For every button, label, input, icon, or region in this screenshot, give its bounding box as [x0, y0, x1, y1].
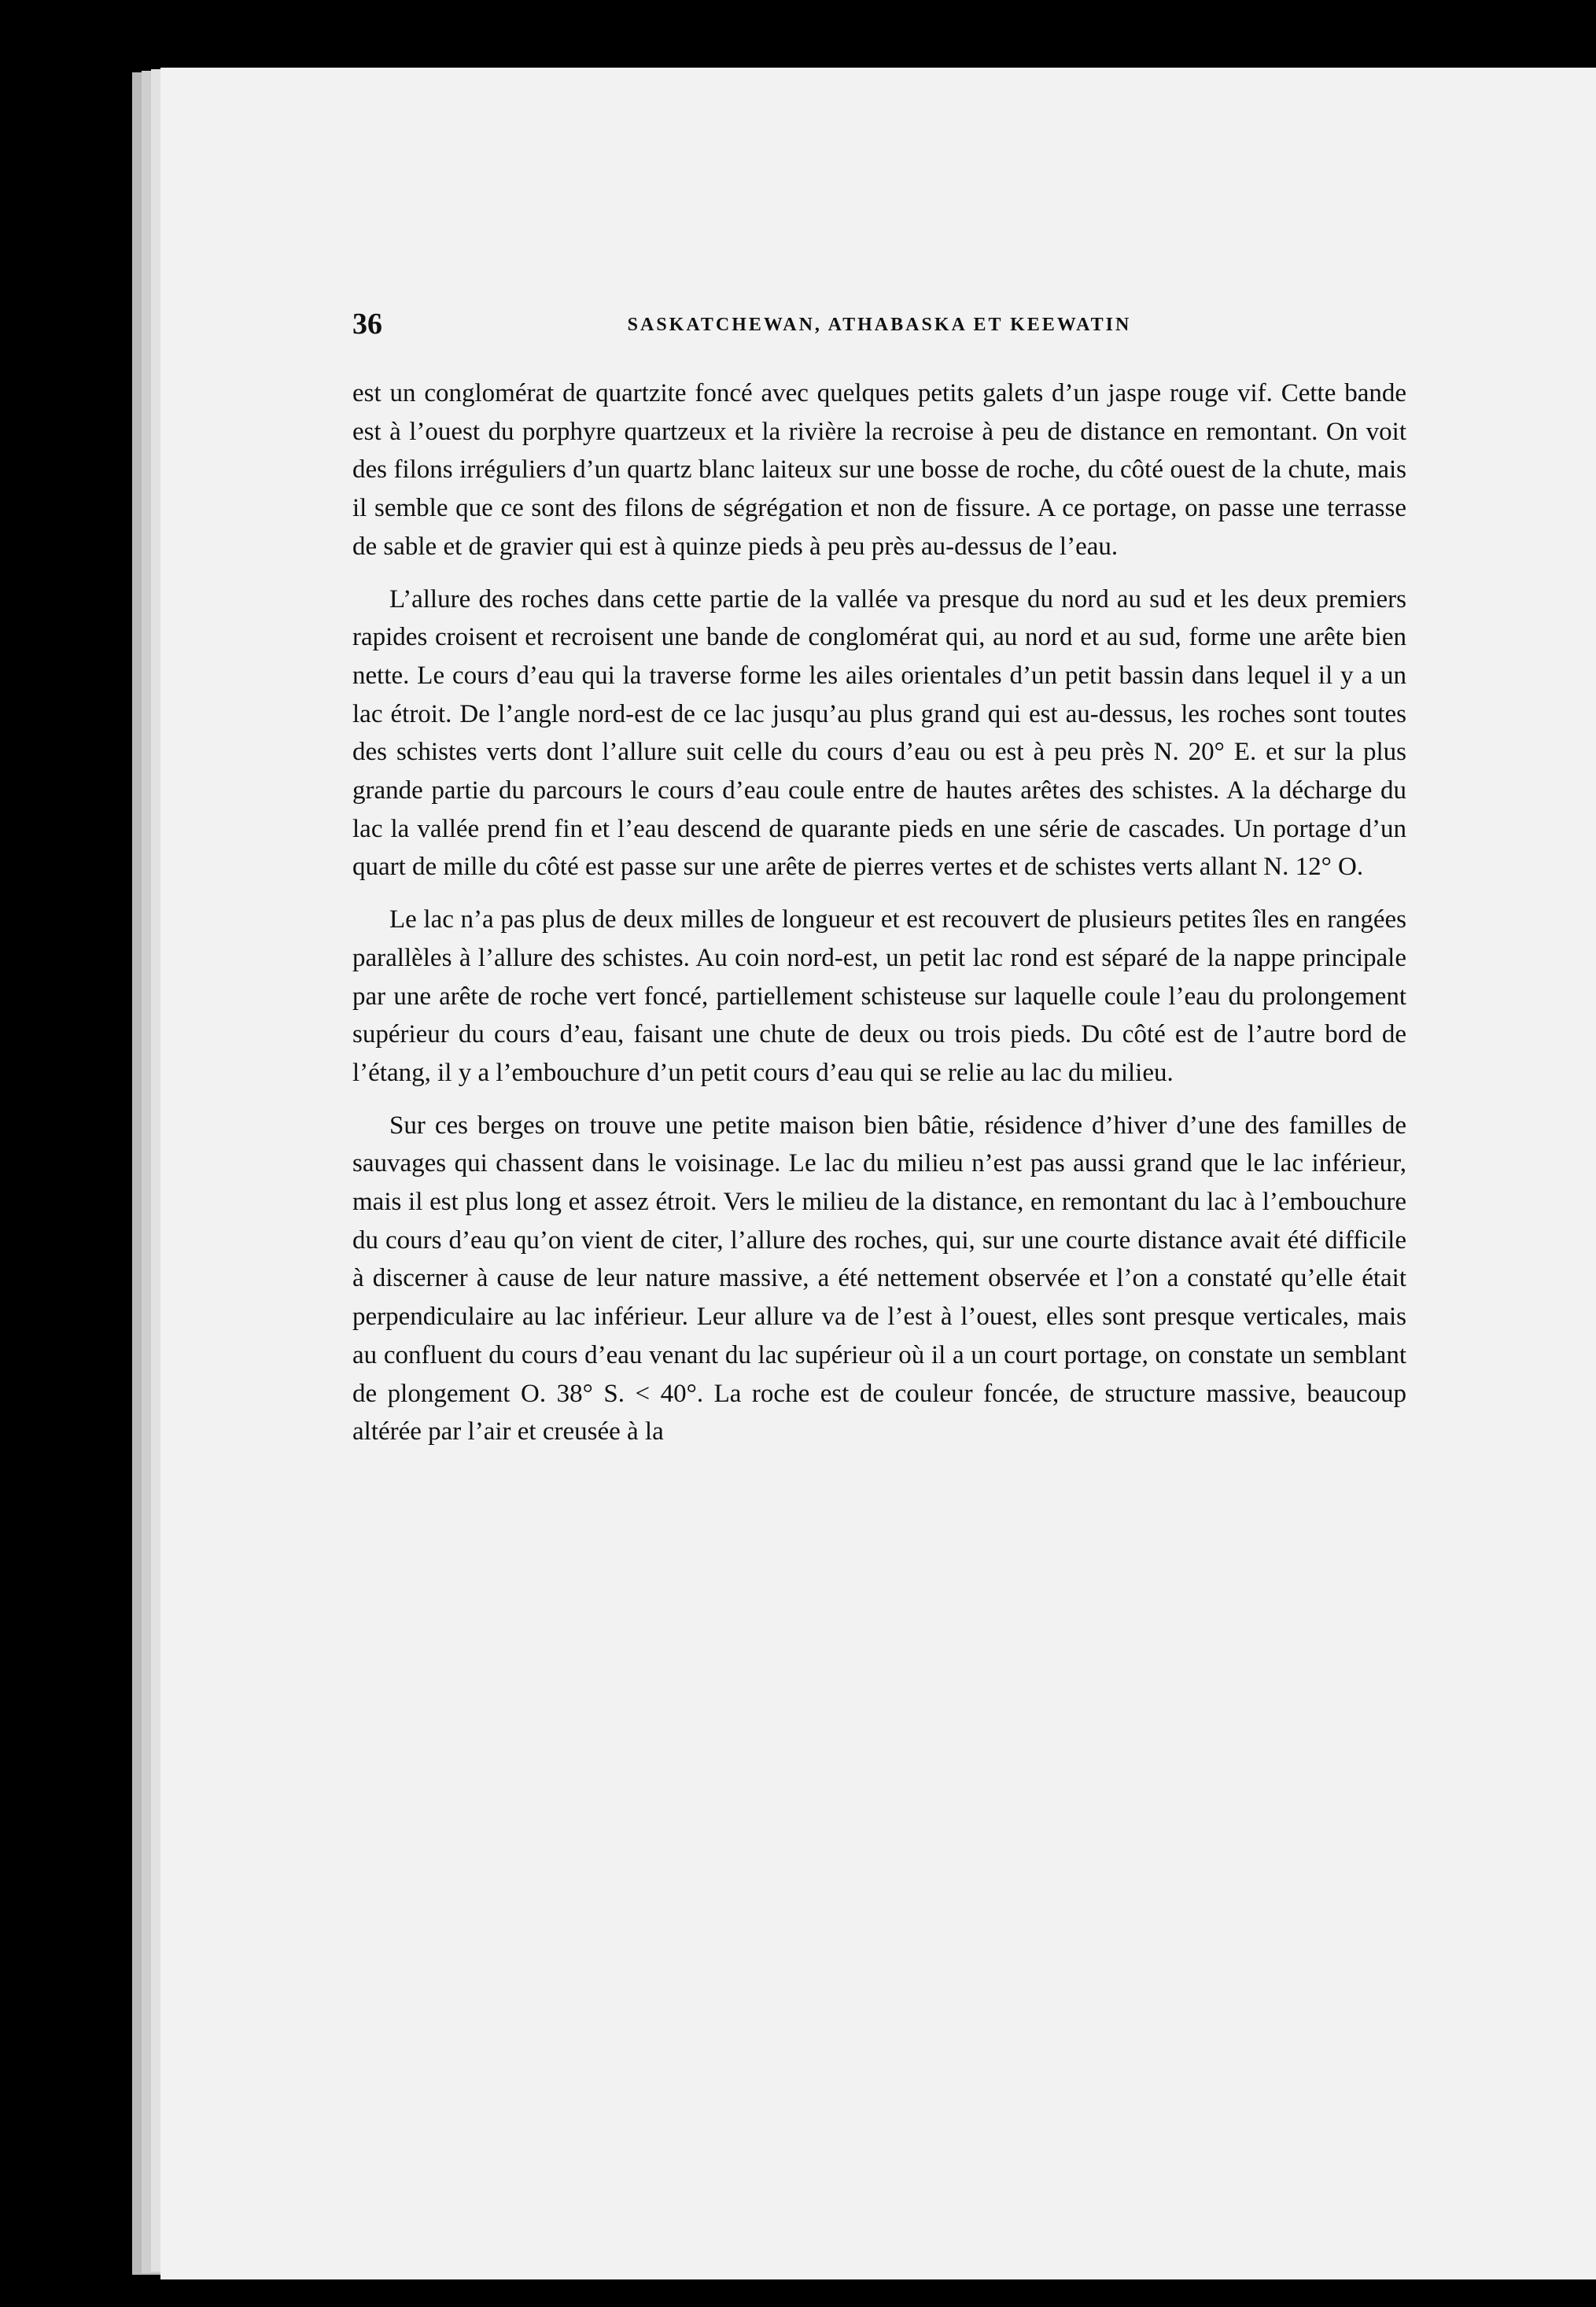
- running-title: SASKATCHEWAN, ATHABASKA ET KEEWATIN: [627, 315, 1132, 335]
- page-content: [352, 307, 1406, 1465]
- paragraph-3: Le lac n’a pas plus de deux milles de longueur et est recouvert de plusieurs petites îles en rangées parallèles à l’allure des schistes. Au coin nord-est, un petit lac rond est séparé de la nappe principale par une arête de roche vert foncé, partiellement schisteuse sur laquelle coule l’eau du prolongement supérieur du cours d’eau, faisant une chute de deux ou trois pieds. Du côté est de l’autre bord de l’étang, il y a l’embouchure d’un petit cours d’eau qui se relie au lac du milieu.: [352, 905, 1406, 1087]
- paragraph-2: L’allure des roches dans cette partie de la vallée va presque du nord au sud et les deux premiers rapides croisent et recroisent une bande de conglomérat qui, au nord et au sud, forme une arête bien nette. Le cours d’eau qui la traverse forme les ailes orientales d’un petit bassin dans lequel il y a un lac étroit. De l’angle nord-est de ce lac jusqu’au plus grand qui est au-dessus, les roches sont toutes des schistes verts dont l’allure suit celle du cours d’eau ou est à peu près N. 20° E. et sur la plus grande partie du parcours le cours d’eau coule entre de hautes arêtes des schistes. A la décharge du lac la vallée prend fin et l’eau descend de quarante pieds en une série de cascades. Un portage d’un quart de mille du côté est passe sur une arête de pierres vertes et de schistes verts allant N. 12° O.: [352, 584, 1406, 882]
- paragraph-4: Sur ces berges on trouve une petite maison bien bâtie, résidence d’hiver d’une des familles de sauvages qui chassent dans le voisinage. Le lac du milieu n’est pas aussi grand que le lac inférieur, mais il est plus long et assez étroit. Vers le milieu de la distance, en remontant du lac à l’embouchure du cours d’eau qu’on vient de citer, l’allure des roches, qui, sur une courte distance avait été difficile à discerner à cause de leur nature massive, a été nettement observée et l’on a constaté qu’elle était perpendiculaire au lac inférieur. Leur allure va de l’est à l’ouest, elles sont presque verticales, mais au confluent du cours d’eau venant du lac supérieur où il a un court portage, on constate un semblant de plongement O. 38° S. < 40°. La roche est de couleur foncée, de structure massive, beaucoup altérée par l’air et creusée à la: [352, 1111, 1406, 1446]
- running-head: [352, 307, 1406, 354]
- paragraph-1: est un conglomérat de quartzite foncé avec quelques petits galets d’un jaspe rouge vif. Cette bande est à l’ouest du porphyre quartzeux et la rivière la recroise à peu de distance en remontant. On voit des filons irréguliers d’un quartz blanc laiteux sur une bosse de roche, du côté ouest de la chute, mais il semble que ce sont des filons de ségrégation et non de fissure. A ce portage, on passe une terrasse de sable et de gravier qui est à quinze pieds à peu près au-dessus de l’eau.: [352, 379, 1406, 561]
- page-number: 36: [352, 308, 382, 341]
